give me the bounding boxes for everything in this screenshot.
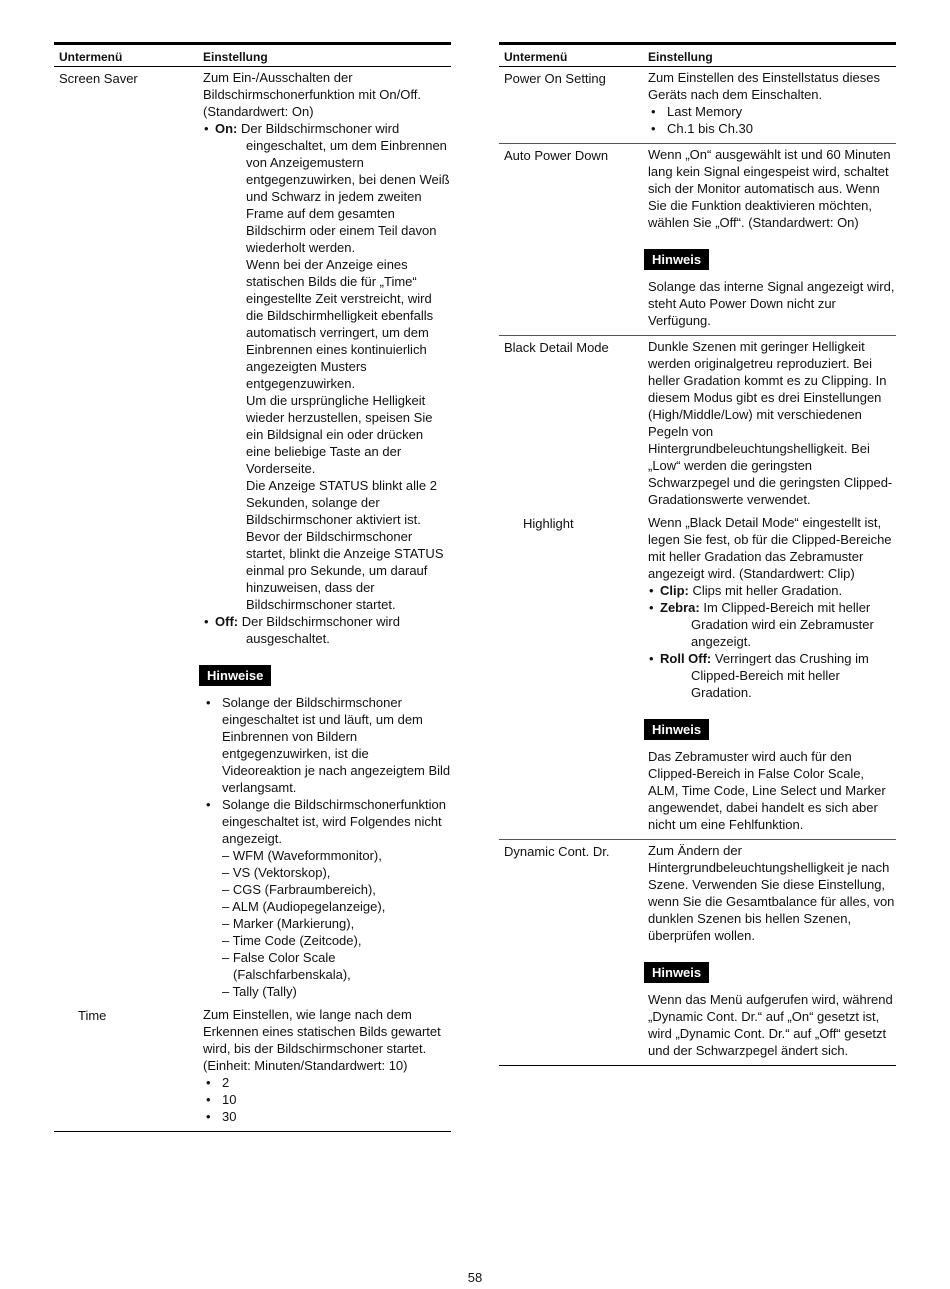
bullet-text: Clips mit heller Gradation.	[692, 583, 843, 598]
dash-item: – WFM (Waveformmonitor),	[222, 848, 382, 863]
dash-item: – False Color Scale	[222, 950, 336, 965]
row-key: Auto Power Down	[504, 148, 609, 163]
bullet-on	[203, 120, 451, 613]
intro-text: Zum Ein-/Ausschalten der Bildschirmschonerfunktion mit On/Off. (Standardwert: On)	[203, 70, 421, 119]
bullet-label: Roll Off:	[660, 651, 712, 666]
bullet-zebra	[648, 599, 896, 650]
bullet-cont: ausgeschaltet.	[246, 631, 330, 646]
dash-item: – Time Code (Zeitcode),	[222, 933, 362, 948]
table-row-highlight	[499, 512, 896, 840]
bullet-cont: eingeschaltet, um dem Einbrennen von Anzeigemustern entgegenzuwirken, bei denen Weiß und Schwarz in jedem zweiten Frame auf dem gesamten Bildschirm oder einem Teil davon wiederholt werden.	[246, 138, 450, 255]
bullet-text: Der Bildschirmschoner wird	[241, 121, 400, 136]
option-item: • Ch.1 bis Ch.30	[648, 120, 896, 137]
bullet-label: Zebra:	[660, 600, 700, 615]
table-row-auto-power-down	[499, 144, 896, 336]
row-value	[648, 842, 896, 1059]
option-item: • Last Memory	[648, 103, 896, 120]
row-value	[648, 514, 896, 833]
row-key: Power On Setting	[504, 71, 606, 86]
row-key: Dynamic Cont. Dr.	[504, 844, 610, 859]
note-item: • Solange die Bildschirmschonerfunktion eingeschaltet ist, wird Folgendes nicht angezeigt.	[203, 796, 451, 847]
bullet-label: On:	[215, 121, 238, 136]
bullet-text: Verringert das Crushing im	[714, 651, 869, 666]
option-item: • 2	[203, 1074, 451, 1091]
note-label: Hinweise	[199, 665, 271, 686]
row-key: Time	[78, 1008, 107, 1023]
bullet-label: Off:	[215, 614, 239, 629]
note-text: Das Zebramuster wird auch für den Clipped-Bereich in False Color Scale, ALM, Time Code, Line Select und Marker angewendet, dabei handelt es sich aber nicht um eine Fehlfunktion.	[648, 749, 886, 832]
bullet-text: Im Clipped-Bereich mit heller	[703, 600, 871, 615]
header-submenu: Untermenü	[59, 50, 123, 64]
table-row-dynamic-cont	[499, 840, 896, 1066]
left-table	[54, 42, 451, 1132]
row-value	[203, 69, 451, 1000]
option-item: • 30	[203, 1108, 451, 1125]
row-key: Screen Saver	[59, 71, 138, 86]
note-label: Hinweis	[644, 962, 709, 983]
bullet-off	[203, 613, 451, 647]
note-text: Solange das interne Signal angezeigt wird, steht Auto Power Down nicht zur Verfügung.	[648, 279, 895, 328]
dash-item: – CGS (Farbraumbereich),	[222, 882, 376, 897]
table-header	[499, 42, 896, 67]
note-label: Hinweis	[644, 249, 709, 270]
header-setting: Einstellung	[203, 50, 268, 64]
dash-item: – ALM (Audiopegelanzeige),	[222, 899, 386, 914]
note-item: • Solange der Bildschirmschoner eingeschaltet ist und läuft, um dem Einbrennen von Bildern entgegenzuwirken, ist die Videoreaktion je nach angezeigtem Bild verlangsamt.	[203, 694, 451, 796]
bullet-roll-off	[648, 650, 896, 701]
intro-text: Zum Einstellen des Einstellstatus dieses Geräts nach dem Einschalten.	[648, 70, 880, 102]
bullet-cont: Gradation wird ein Zebramuster angezeigt.	[691, 617, 874, 649]
intro-text: Wenn „Black Detail Mode“ eingestellt ist, legen Sie fest, ob für die Clipped-Bereiche mit heller Gradation das Zebramuster angezeigt wird. (Standardwert: Clip)	[648, 515, 892, 581]
table-row-time	[54, 1004, 451, 1132]
row-value	[648, 69, 896, 137]
table-row-screen-saver	[54, 67, 451, 1004]
table-header	[54, 42, 451, 67]
bullet-para: Wenn bei der Anzeige eines statischen Bilds die für „Time“ eingestellte Zeit verstreicht, wird die Bildschirmhelligkeit ebenfalls automatisch verringert, um dem Einbrennen eines kontinuierlich angezeigten Musters entgegenzuwirken.	[246, 257, 434, 391]
bullet-label: Clip:	[660, 583, 689, 598]
table-row-black-detail	[499, 336, 896, 512]
page-number: 58	[467, 1270, 483, 1285]
intro-text: Zum Ändern der Hintergrundbeleuchtungshelligkeit je nach Szene. Verwenden Sie diese Einstellung, wenn Sie die Gesamtbalance für alles, von dunklen Szenen bis hellen Szenen, überprüfen wollen.	[648, 843, 895, 943]
dash-item: – Marker (Markierung),	[222, 916, 355, 931]
body-text: Dunkle Szenen mit geringer Helligkeit werden originalgetreu reproduziert. Bei heller Gradation kommt es zu Clipping. In diesem Modus gibt es drei Einstellungen (High/Middle/Low) mit verschiedenen Pegeln von Hintergrundbeleuchtungshelligkeit. Bei „Low“ werden die geringsten Schwarzpegel und die geringsten Clipped-Gradationswerte verwendet.	[648, 339, 893, 507]
dash-item: – VS (Vektorskop),	[222, 865, 331, 880]
dash-item-cont: (Falschfarbenskala),	[233, 967, 351, 982]
right-table	[499, 42, 896, 1066]
dash-item: – Tally (Tally)	[222, 984, 297, 999]
bullet-text: Der Bildschirmschoner wird	[241, 614, 400, 629]
intro-text: Wenn „On“ ausgewählt ist und 60 Minuten lang kein Signal eingespeist wird, schaltet sich der Monitor automatisch aus. Wenn Sie die Funktion deaktivieren möchten, wählen Sie „Off“. (Standardwert: On)	[648, 147, 891, 230]
header-submenu: Untermenü	[504, 50, 568, 64]
bullet-cont: Clipped-Bereich mit heller Gradation.	[691, 668, 840, 700]
bullet-clip	[648, 582, 896, 599]
bullet-para: Die Anzeige STATUS blinkt alle 2 Sekunden, solange der Bildschirmschoner aktiviert ist. Bevor der Bildschirmschoner startet, blinkt die Anzeige STATUS einmal pro Sekunde, um darauf hinzuweisen, dass der Bildschirmschoner startet.	[246, 478, 444, 612]
option-item: • 10	[203, 1091, 451, 1108]
row-value	[203, 1006, 451, 1125]
note-text: Wenn das Menü aufgerufen wird, während „Dynamic Cont. Dr.“ auf „On“ gesetzt ist, wird „Dynamic Cont. Dr.“ auf „Off“ gesetzt und der Schwarzpegel ändert sich.	[648, 992, 893, 1058]
bullet-para: Um die ursprüngliche Helligkeit wieder herzustellen, speisen Sie ein Bildsignal ein oder drücken eine beliebige Taste an der Vorderseite.	[246, 393, 433, 476]
row-key: Black Detail Mode	[504, 340, 609, 355]
intro-text: Zum Einstellen, wie lange nach dem Erkennen eines statischen Bilds gewartet wird, bis der Bildschirmschoner startet. (Einheit: Minuten/Standardwert: 10)	[203, 1007, 441, 1073]
row-value	[648, 338, 896, 508]
table-row-power-on	[499, 67, 896, 144]
row-key: Highlight	[523, 516, 574, 531]
note-label: Hinweis	[644, 719, 709, 740]
header-setting: Einstellung	[648, 50, 713, 64]
row-value	[648, 146, 896, 329]
